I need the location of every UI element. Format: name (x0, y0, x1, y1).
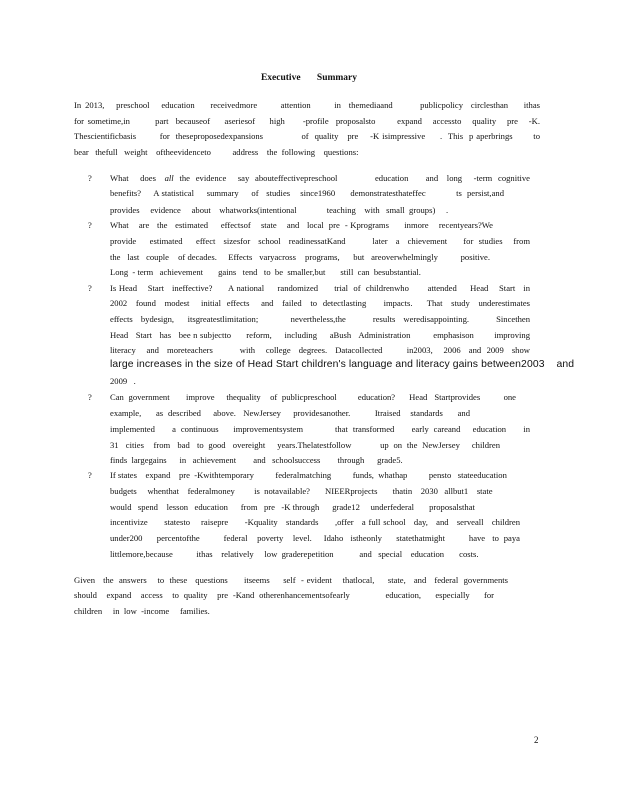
conclusion-line: children in low -income families. (74, 606, 210, 616)
bullet-line: Is Head Start ineffective? A national randomized trial of childrenwho attended Head Start in (110, 283, 530, 293)
bullet-marker: ? (88, 392, 92, 402)
bullet-line: effects bydesign, itsgreatestlimitation; nevertheless,the results weredisappointing. Sincethen (110, 314, 530, 324)
bullet-line: example, as described above. NewJersey providesanother. Itraised standards and (110, 408, 470, 418)
bullet-line: the last couple of decades. Effects varyacross programs, but areoverwhelmingly positive. (110, 252, 490, 262)
bullet-line: finds largegains in achievement and schoolsuccess through grade5. (110, 455, 403, 465)
bullet-line: Head Start has bee n subjectto reform, including aBush Administration emphasison improving (110, 330, 530, 340)
bullet-line: What are the estimated effectsof state and local pre - Kprograms inmore recentyears?We (110, 220, 493, 230)
bullet-line: Long - term achievement gains tend to be smaller,but still can besubstantial. (110, 267, 421, 277)
bullet-line: If states expand pre -Kwithtemporary federalmatching funds, whathap pensto stateeducation (110, 470, 507, 480)
bullet-line: incentivize statesto raisepre -Kquality standards ,offer a full school day, and serveall children (110, 517, 520, 527)
bullet-line: literacy and moreteachers with college degrees. Datacollected in2003, 2006 and 2009 show (110, 345, 530, 355)
bullet-line: littlemore,because ithas relatively low graderepetition and special education costs. (110, 549, 479, 559)
intro-line: bear thefull weight oftheevidenceto address the following questions: (74, 147, 359, 157)
bullet-line: would spend lesson education from pre -K through grade12 underfederal proposalsthat (110, 502, 475, 512)
bullet-line: 2009 . (110, 376, 136, 386)
bullet-line: provides evidence about whatworks(intentional teaching with small groups) . (110, 205, 449, 215)
conclusion-line: Given the answers to these questions itseems self - evident thatlocal, state, and federal governments (74, 575, 508, 585)
bullet-line: budgets whenthat federalmoney is notavailable? NIEERprojects thatin 2030 allbut1 state (110, 486, 493, 496)
bullet-marker: ? (88, 283, 92, 293)
bullet-line: Can government improve thequality of publicpreschool education? Head Startprovides one (110, 392, 516, 402)
page-number: 2 (534, 735, 539, 745)
bullet-marker: ? (88, 470, 92, 480)
bullet-line: benefits? A statistical summary of studies since1960 demonstratesthateffec ts persist,and (110, 188, 504, 198)
bullet-line: implemented a continuous improvementsystem that transformed early careand education in (110, 424, 530, 434)
page-title: Executive Summary (260, 73, 358, 83)
bullet-line: provide estimated effect sizesfor school readinessatKand later a chievement for studies from (110, 236, 530, 246)
bullet-marker: ? (88, 220, 92, 230)
conclusion-line: should expand access to quality pre -Kand otherenhancementsofearly education, especially for (74, 590, 494, 600)
bullet-line: 2002 found modest initial effects and failed to detectlasting impacts. That study underestimates (110, 298, 530, 308)
intro-line: Thescientificbasis for theseproposedexpansions of quality pre -K isimpressive . This p aperbrings to (74, 131, 540, 141)
bullet-line: 31 cities from bad to good overeight years.Thelatestfollow up on the NewJersey children (110, 440, 500, 450)
bullet-marker: ? (88, 173, 92, 183)
bullet-line: large increases in the size of Head Start children's language and literacy gains between2003 and (110, 359, 575, 370)
bullet-line: What does all the evidence say abouteffectivepreschool education and long -term cognitive (110, 173, 531, 183)
intro-line: for sometime,in part becauseof aseriesof high -profile proposalsto expand accessto quality pre -K. (74, 116, 540, 126)
intro-line: In 2013, preschool education receivedmore attention in themediaand publicpolicy circlesthan ithas (74, 100, 540, 110)
bullet-line: under200 percentofthe federal poverty level. Idaho istheonly statethatmight have to paya (110, 533, 520, 543)
